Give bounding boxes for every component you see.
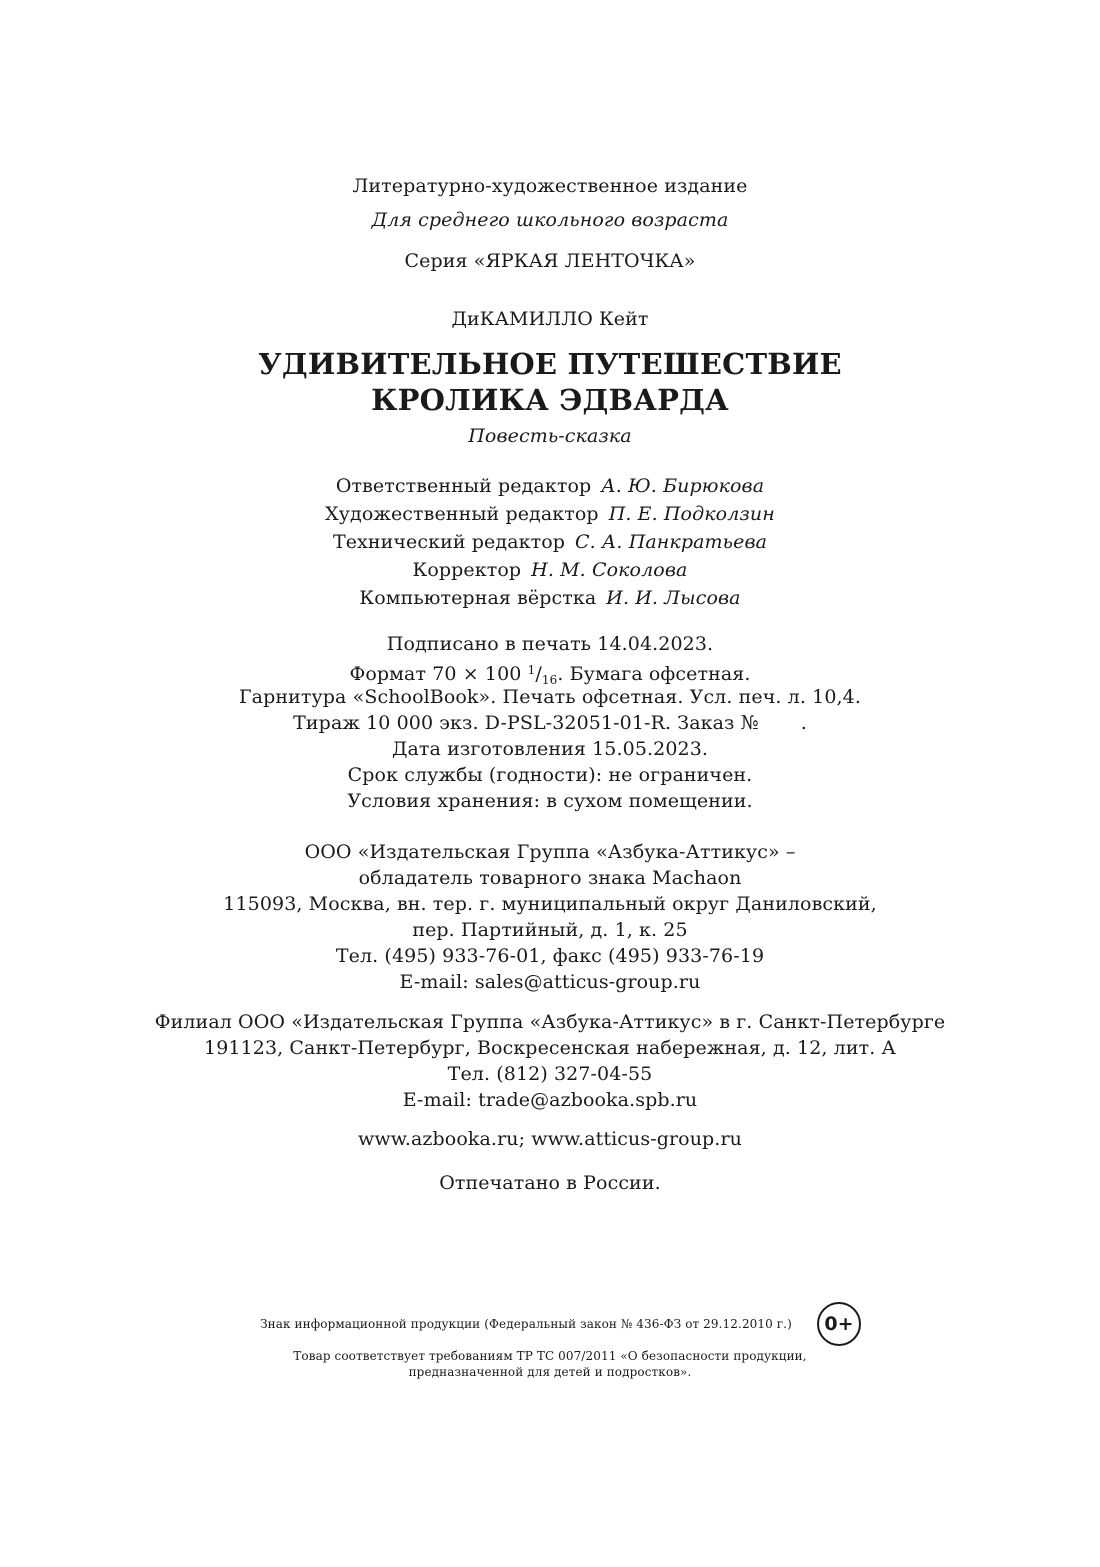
audience-line: Для среднего школьного возраста — [371, 209, 729, 231]
credit-name: А. Ю. Бирюкова — [601, 475, 765, 497]
credit-role: Ответственный редактор — [335, 475, 592, 497]
book-title-line-1: УДИВИТЕЛЬНОЕ ПУТЕШЕСТВИЕ — [258, 347, 842, 381]
credit-role: Технический редактор — [332, 531, 566, 553]
book-subtitle: Повесть-сказка — [468, 425, 632, 447]
publisher-phone-line: Тел. (495) 933-76-01, факс (495) 933-76-19 — [335, 945, 765, 967]
format-fraction-denominator: 16 — [541, 673, 558, 687]
publisher-address-line: 115093, Москва, вн. тер. г. муниципальный округ Даниловский, — [223, 893, 877, 915]
compliance-line: Товар соответствует требованиям ТР ТС 007/2011 «О безопасности продукции, — [293, 1349, 807, 1363]
credit-line — [0, 586, 1100, 610]
publisher-line: ООО «Издательская Группа «Азбука-Аттикус» – — [304, 841, 796, 863]
credit-name: Н. М. Соколова — [531, 559, 688, 581]
series-line: Серия «ЯРКАЯ ЛЕНТОЧКА» — [404, 250, 696, 272]
run-end: . — [800, 712, 807, 734]
format-fraction-slash: / — [535, 663, 542, 685]
format-prefix: Формат 70 × 100 — [349, 663, 522, 685]
credit-name: П. Е. Подколзин — [608, 503, 775, 525]
credit-role: Корректор — [412, 559, 522, 581]
publisher-address-line: пер. Партийный, д. 1, к. 25 — [412, 919, 688, 941]
credit-line — [0, 502, 1100, 526]
branch-line: Филиал ООО «Издательская Группа «Азбука-Аттикус» в г. Санкт-Петербурге — [154, 1011, 946, 1033]
compliance-line: предназначенной для детей и подростков». — [408, 1365, 692, 1379]
run-line — [0, 711, 1100, 735]
info-sign-text: Знак информационной продукции (Федеральный закон № 436-ФЗ от 29.12.2010 г.) — [260, 1317, 792, 1331]
branch-email-line: E-mail: trade@azbooka.spb.ru — [402, 1089, 698, 1111]
run-text: Тираж 10 000 экз. D-PSL-32051-01-R. Заказ № — [293, 712, 759, 734]
publisher-line: обладатель товарного знака Machaon — [358, 867, 742, 889]
credit-line — [0, 474, 1100, 498]
websites-line: www.azbooka.ru; www.atticus-group.ru — [358, 1128, 742, 1150]
credit-name: С. А. Панкратьева — [575, 531, 768, 553]
credit-line — [0, 530, 1100, 554]
credit-name: И. И. Лысова — [606, 587, 741, 609]
signed-line: Подписано в печать 14.04.2023. — [386, 633, 714, 655]
storage-line: Условия хранения: в сухом помещении. — [347, 790, 753, 812]
credit-role: Художественный редактор — [325, 503, 599, 525]
author-line: ДиКАМИЛЛО Кейт — [451, 308, 649, 330]
typeface-line: Гарнитура «SchoolBook». Печать офсетная. Усл. печ. л. 10,4. — [239, 686, 861, 708]
publisher-email-line: E-mail: sales@atticus-group.ru — [399, 971, 701, 993]
age-rating-badge: 0+ — [817, 1302, 861, 1346]
book-title-line-2: КРОЛИКА ЭДВАРДА — [371, 383, 729, 417]
branch-address-line: 191123, Санкт-Петербург, Воскресенская набережная, д. 12, лит. А — [204, 1037, 896, 1059]
format-suffix: . Бумага офсетная. — [557, 663, 751, 685]
printed-in-line: Отпечатано в России. — [439, 1172, 661, 1194]
made-date-line: Дата изготовления 15.05.2023. — [391, 738, 709, 760]
credit-line — [0, 558, 1100, 582]
credit-role: Компьютерная вёрстка — [359, 587, 597, 609]
shelf-life-line: Срок службы (годности): не ограничен. — [347, 764, 753, 786]
genre-line: Литературно-художественное издание — [352, 175, 748, 197]
branch-phone-line: Тел. (812) 327-04-55 — [447, 1063, 653, 1085]
format-fraction-numerator: 1 — [527, 663, 536, 677]
